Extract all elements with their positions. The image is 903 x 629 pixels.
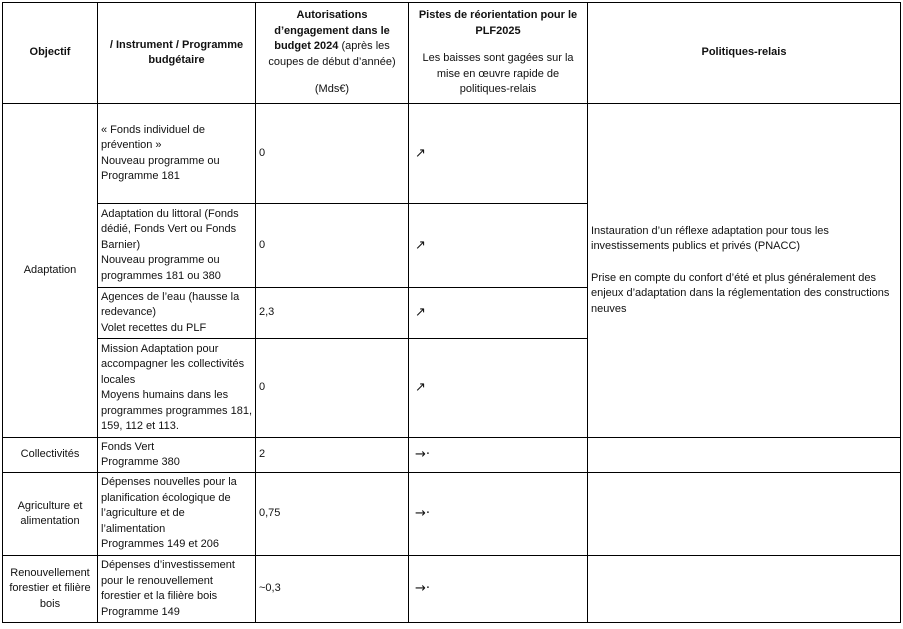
montant-cell: 2,3 <box>256 288 409 339</box>
header-autorisations-title: Autorisations d’engagement dans le budget 2024 <box>274 9 390 53</box>
politiques-relais-cell-empty <box>588 473 901 556</box>
header-instrument: / Instrument / Programme budgétaire <box>98 3 256 104</box>
header-pistes-note: Les baisses sont gagées sur la mise en œuvre rapide de politiques-relais <box>422 52 574 96</box>
header-politiques: Politiques-relais <box>588 3 901 104</box>
trend-flat-icon: →· <box>409 556 588 623</box>
table-row <box>3 556 901 623</box>
montant-cell: 0 <box>256 339 409 438</box>
header-pistes <box>409 3 588 104</box>
table-row <box>3 104 901 204</box>
objectif-cell: Collectivités <box>3 438 98 473</box>
trend-flat-icon: →· <box>409 473 588 556</box>
politiques-relais-cell <box>588 104 901 438</box>
instrument-cell: Mission Adaptation pour accompagner les collectivités locales Moyens humains dans les programmes programmes 181, 159, 112 et 113. <box>98 339 256 438</box>
header-autorisations-note: (après les coupes de début d’année) <box>268 40 396 68</box>
montant-cell: 2 <box>256 438 409 473</box>
instrument-cell: « Fonds individuel de prévention » Nouveau programme ou Programme 181 <box>98 104 256 204</box>
header-objectif: Objectif <box>3 3 98 104</box>
instrument-cell: Dépenses nouvelles pour la planification écologique de l’agriculture et de l’alimentation Programmes 149 et 206 <box>98 473 256 556</box>
header-row <box>3 3 901 104</box>
table-row <box>3 438 901 473</box>
trend-up-icon: ↗ <box>409 104 588 204</box>
montant-cell: ~0,3 <box>256 556 409 623</box>
montant-cell: 0 <box>256 204 409 288</box>
objectif-cell: Adaptation <box>3 104 98 438</box>
instrument-cell: Adaptation du littoral (Fonds dédié, Fonds Vert ou Fonds Barnier) Nouveau programme ou programmes 181 ou 380 <box>98 204 256 288</box>
header-pistes-title: Pistes de réorientation pour le PLF2025 <box>418 9 578 37</box>
instrument-cell: Agences de l’eau (hausse la redevance) Volet recettes du PLF <box>98 288 256 339</box>
trend-flat-icon: →· <box>409 438 588 473</box>
header-autorisations-unit: (Mds€) <box>314 83 350 96</box>
politique-relais-1: Instauration d’un réflexe adaptation pour tous les investissements publics et privés (PNACC) <box>591 224 829 253</box>
trend-up-icon: ↗ <box>409 339 588 438</box>
instrument-cell: Dépenses d’investissement pour le renouvellement forestier et la filière bois Programme 149 <box>98 556 256 623</box>
table-row <box>3 473 901 556</box>
instrument-cell: Fonds Vert Programme 380 <box>98 438 256 473</box>
politique-relais-2: Prise en compte du confort d’été et plus généralement des enjeux d’adaptation dans la réglementation des constructions neuves <box>591 271 890 315</box>
budget-table <box>2 2 901 623</box>
header-autorisations <box>256 3 409 104</box>
objectif-cell: Renouvellement forestier et filière bois <box>3 556 98 623</box>
politiques-relais-cell-empty <box>588 556 901 623</box>
trend-up-icon: ↗ <box>409 288 588 339</box>
montant-cell: 0,75 <box>256 473 409 556</box>
objectif-cell: Agriculture et alimentation <box>3 473 98 556</box>
montant-cell: 0 <box>256 104 409 204</box>
politiques-relais-cell-empty <box>588 438 901 473</box>
trend-up-icon: ↗ <box>409 204 588 288</box>
